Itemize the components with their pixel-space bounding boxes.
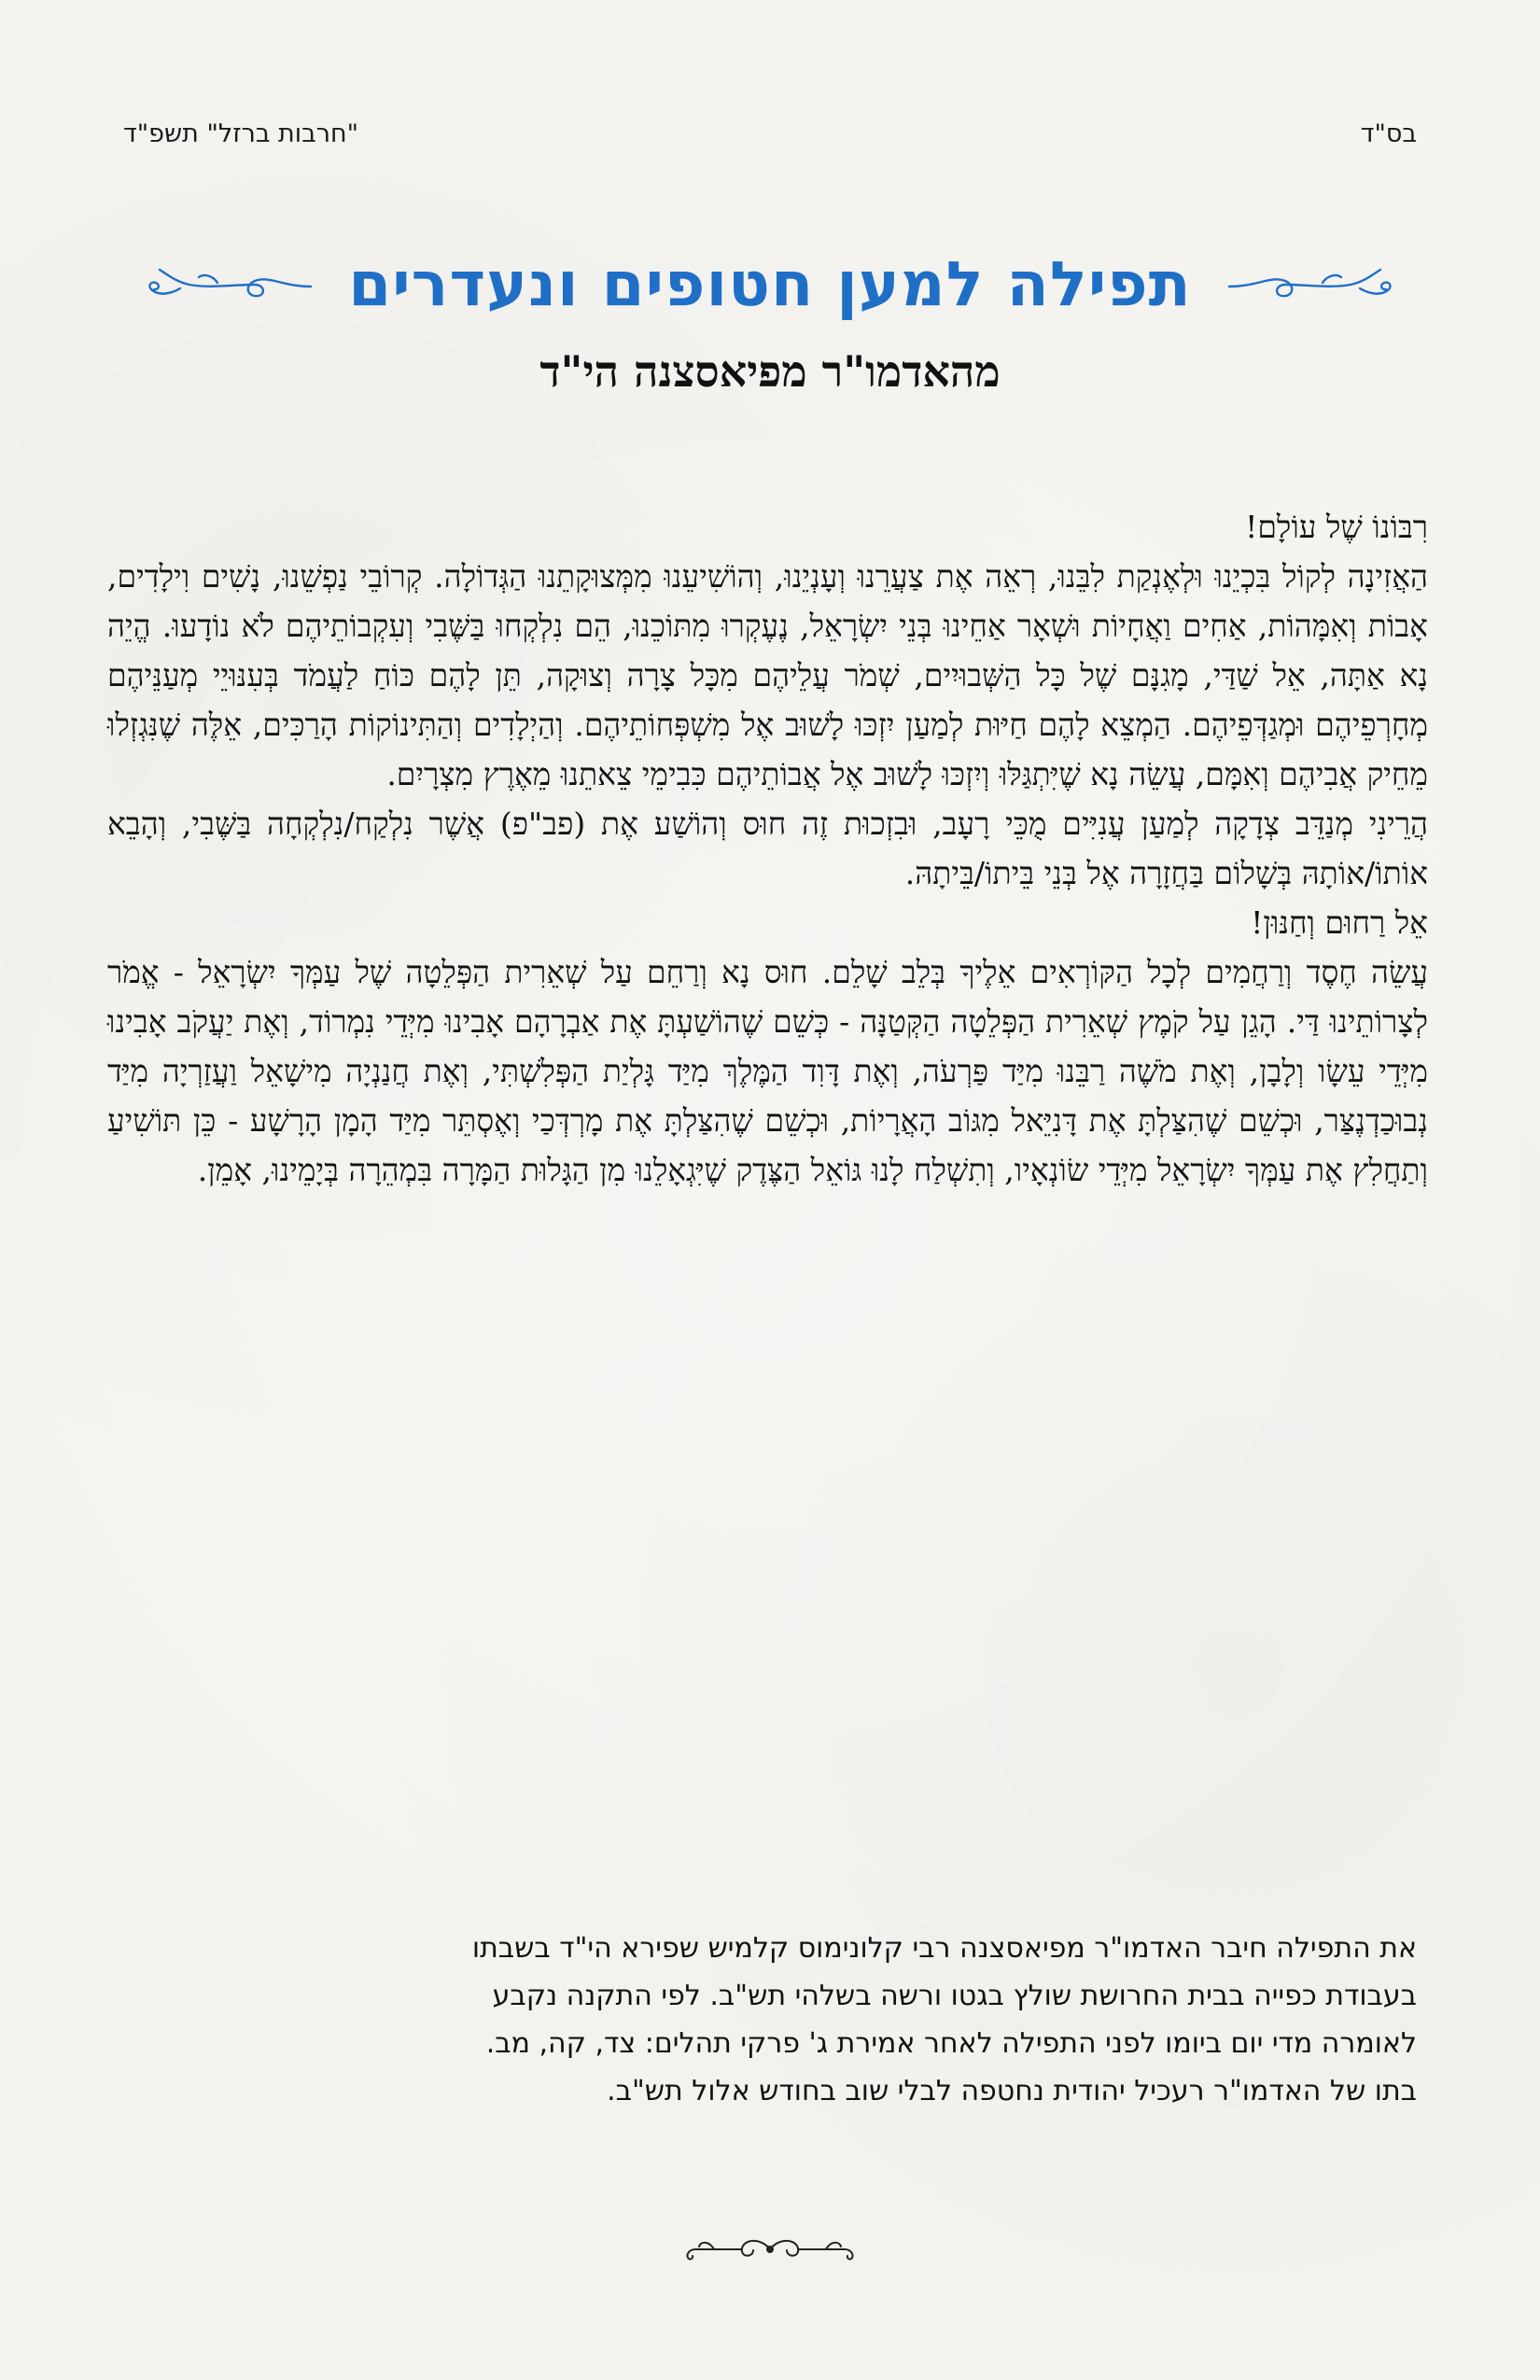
bottom-ornament-icon <box>677 2226 863 2273</box>
page-title: תפילה למען חטופים ונעדרים <box>348 248 1192 320</box>
header-left-mark: "חרבות ברזל" תשפ"ד <box>123 119 359 148</box>
header-right-mark: בס"ד <box>1360 119 1417 148</box>
prayer-body <box>107 502 1428 1195</box>
prayer-paragraph-1: הַאֲזִינָה לְקוֹל בִּכְיֵנוּ וּלְאֶנְקַת לִבֵּנוּ, רְאֵה אֶת צַעֲרֵנוּ וְעָנְיֵנוּ, וְהוֹשִׁיעֵנוּ מִמְּצוּקָתֵנוּ הַגְּדוֹלָה. קְרוֹבֵי נַפְשֵׁנוּ, נָשִׁים וִילָדִים, אָבוֹת וְאִמָּהוֹת, אַחִים וַאֲחָיוֹת וּשְׁאָר אַחֵינוּ בְּנֵי יִשְׂרָאֵל, נֶעֶקְרוּ מִתּוֹכֵנוּ, הֵם נִלְקְחוּ בַּשֶּׁבִי וְעִקְבוֹתֵיהֶם לֹא נוֹדָעוּ. הֱיֵה נָא אַתָּה, אֵל שַׁדַּי, מָגִנָּם שֶׁל כָּל הַשְּׁבוּיִים, שְׁמֹר עֲלֵיהֶם מִכָּל צָרָה וְצוּקָה, תֵּן לָהֶם כּוֹחַ לַעֲמֹד בְּעִנּוּיֵי מְעַנֵּיהֶם מְחָרְפֵיהֶם וּמְגַדְּפֵיהֶם. הַמְצֵא לָהֶם חַיּוּת לְמַעַן יִזְכּוּ לָשׁוּב אֶל מִשְׁפְּחוֹתֵיהֶם. וְהַיְלָדִים וְהַתִּינוֹקוֹת הָרַכִּים, אֵלֶּה שֶׁנִּגְזְלוּ מֵחֵיק אֲבִיהֶם וְאִמָּם, עֲשֵׂה נָא שֶׁיִּתְגַּלּוּ וְיִזְכּוּ לָשׁוּב אֶל אֲבוֹתֵיהֶם כִּבִימֵי צֵאתֵנוּ מֵאֶרֶץ מִצְרָיִם. <box>107 558 1428 792</box>
prayer-invocation: אֵל רַחוּם וְחַנּוּן! <box>1251 904 1428 941</box>
left-flourish-icon <box>143 257 320 313</box>
right-flourish-icon <box>1220 257 1397 313</box>
note-line: את התפילה חיבר האדמו"ר מפיאסצנה רבי קלונימוס קלמיש שפירא הי"ד בשבתו <box>471 1932 1417 1965</box>
prayer-paragraph-3: עֲשֵׂה חֶסֶד וְרַחֲמִים לְכָל הַקּוֹרְאִים אֵלֶיךָ בְּלֵב שָׁלֵם. חוּס נָא וְרַחֵם עַל שְׁאֵרִית הַפְּלֵטָה שֶׁל עַמְּךָ יִשְׂרָאֵל - אֱמֹר לְצָרוֹתֵינוּ דַּי. הָגֵן עַל קֹמֶץ שְׁאֵרִית הַפְּלֵטָה הַקְּטַנָּה - כְּשֵׁם שֶׁהוֹשַׁעְתָּ אֶת אַבְרָהָם אָבִינוּ מִיְּדֵי נִמְרוֹד, וְאֶת יַעֲקֹב אָבִינוּ מִיְּדֵי עֵשָׂו וְלָבָן, וְאֶת מֹשֶׁה רַבֵּנוּ מִיַּד פַּרְעֹה, וְאֶת דָּוִד הַמֶּלֶךְ מִיַּד גָּלְיַת הַפְּלִשְׁתִּי, וְאֶת חֲנַנְיָה מִישָׁאֵל וַעֲזַרְיָה מִיַּד נְבוּכַדְנֶצַּר, וּכְשֵׁם שֶׁהִצַּלְתָּ אֶת דָּנִיֵּאל מִגּוֹב הָאֲרָיוֹת, וּכְשֵׁם שֶׁהִצַּלְתָּ אֶת מָרְדְּכַי וְאֶסְתֵּר מִיַּד הָמָן הָרָשָׁע - כֵּן תּוֹשִׁיעַ וְתַחֲלִץ אֶת עַמְּךָ יִשְׂרָאֵל מִיְּדֵי שׂוֹנְאָיו, וְתִשְׁלַח לָנוּ גּוֹאֵל הַצֶּדֶק שֶׁיִּגְאָלֵנוּ מִן הַגָּלוּת הַמָּרָה בִּמְהֵרָה בְּיָמֵינוּ, אָמֵן. <box>107 954 1428 1188</box>
title-row <box>0 238 1540 331</box>
note-line: בעבודת כפייה בבית החרושת שולץ בגטו ורשה בשלהי תש"ב. לפי התקנה נקבע <box>492 1980 1417 2012</box>
page-subtitle: מהאדמו"ר מפיאסצנה הי"ד <box>539 346 1001 397</box>
prayer-opening: רִבּוֹנוֹ שֶׁל עוֹלָם! <box>1245 509 1428 545</box>
note-line: לאומרה מדי יום ביומו לפני התפילה לאחר אמירת ג' פרקי תהלים: צד, קה, מב. <box>485 2027 1417 2060</box>
author-note <box>110 1925 1417 2115</box>
note-line: בתו של האדמו"ר רעכיל יהודית נחטפה לבלי שוב בחודש אלול תש"ב. <box>607 2075 1417 2107</box>
prayer-paragraph-2: הֲרֵינִי מְנַדֵּב צְדָקָה לְמַעַן עֲנִיִּים מֻכֵּי רָעָב, וּבִזְכוּת זֶה חוּס וְהוֹשַׁע אֶת (פב"פ) אֲשֶׁר נִלְקַח/נִלְקְחָה בַּשֶּׁבִי, וְהָבֵא אוֹתוֹ/אוֹתָהּ בְּשָׁלוֹם בַּחֲזָרָה אֶל בְּנֵי בֵּיתוֹ/בֵּיתָהּ. <box>107 805 1428 891</box>
